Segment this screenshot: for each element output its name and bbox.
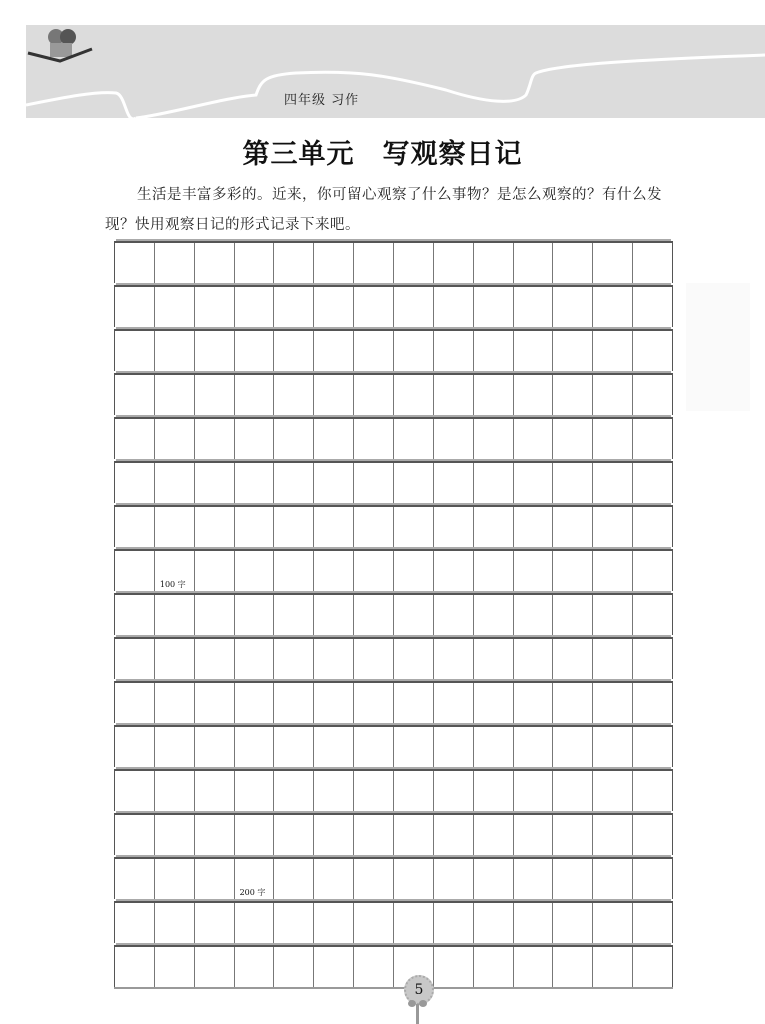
grid-cell[interactable] [394,331,434,371]
grid-cell[interactable] [314,507,354,547]
grid-cell[interactable] [394,903,434,943]
grid-cell[interactable] [155,947,195,987]
grid-cell[interactable] [394,595,434,635]
grid-cell[interactable] [514,463,554,503]
grid-cell[interactable] [314,463,354,503]
grid-cell[interactable] [314,683,354,723]
grid-cell[interactable] [314,331,354,371]
grid-cell[interactable] [514,331,554,371]
grid-cell[interactable] [155,331,195,371]
grid-cell[interactable] [553,243,593,283]
flower-leaf-icon [419,1000,427,1007]
grid-cell[interactable] [593,859,633,899]
grid-cell[interactable] [235,375,275,415]
grid-cell[interactable] [633,947,672,987]
grid-row [114,769,673,811]
grid-cell[interactable] [553,551,593,591]
grid-cell[interactable] [155,727,195,767]
grid-cell[interactable] [115,331,155,371]
grid-cell[interactable] [593,507,633,547]
grid-cell[interactable] [115,595,155,635]
grid-cell[interactable] [474,331,514,371]
grid-cell[interactable] [514,551,554,591]
grid-cell[interactable] [434,639,474,679]
grid-cell[interactable] [195,551,235,591]
grid-cell[interactable] [633,683,672,723]
grid-row [114,417,673,459]
grid-cell[interactable] [274,595,314,635]
side-shade [686,283,750,411]
grade-subject-label: 四年级 习作 [284,93,360,108]
grid-cell[interactable] [235,595,275,635]
grid-row [114,461,673,503]
grid-cell[interactable] [274,683,314,723]
grid-cell[interactable] [394,287,434,327]
intro-paragraph: 生活是丰富多彩的。近来，你可留心观察了什么事物？是怎么观察的？有什么发现？快用观察日记的形式记录下来吧。 [105,187,662,233]
grid-cell[interactable] [394,683,434,723]
grid-cell[interactable] [235,727,275,767]
grid-cell[interactable] [434,859,474,899]
grid-cell[interactable] [235,243,275,283]
grid-cell[interactable] [394,463,434,503]
grid-cell[interactable] [115,859,155,899]
grid-cell[interactable] [474,507,514,547]
grid-cell[interactable] [593,595,633,635]
grid-cell[interactable] [235,903,275,943]
word-count-mark: 100 字 [159,580,186,589]
grid-cell[interactable] [553,859,593,899]
grid-cell[interactable] [235,771,275,811]
grid-cell[interactable] [434,903,474,943]
grid-cell[interactable] [474,419,514,459]
grid-cell[interactable] [474,639,514,679]
grid-cell[interactable] [155,463,195,503]
word-count-mark: 200 字 [239,888,266,897]
grid-cell[interactable] [115,727,155,767]
grid-cell[interactable] [195,419,235,459]
grid-cell[interactable] [514,947,554,987]
grid-cell[interactable] [474,375,514,415]
grid-cell[interactable] [434,419,474,459]
grid-cell[interactable] [354,727,394,767]
grid-cell[interactable] [235,463,275,503]
grid-cell[interactable] [115,903,155,943]
grid-cell[interactable] [195,947,235,987]
grid-cell[interactable] [474,947,514,987]
grid-cell[interactable] [514,815,554,855]
grid-cell[interactable] [155,551,195,591]
grid-cell[interactable] [155,595,195,635]
page-title: 第三单元 写观察日记 [242,139,523,170]
grid-cell[interactable] [115,551,155,591]
wave-decoration-icon [26,25,765,118]
grid-row [114,637,673,679]
grid-cell[interactable] [514,507,554,547]
grid-row [114,901,673,943]
grid-cell[interactable] [474,683,514,723]
grid-cell[interactable] [633,639,672,679]
grid-cell[interactable] [155,507,195,547]
grid-row [114,285,673,327]
grid-cell[interactable] [474,727,514,767]
grid-cell[interactable] [314,815,354,855]
grid-cell[interactable] [274,859,314,899]
grid-cell[interactable] [514,859,554,899]
grid-cell[interactable] [195,639,235,679]
grid-cell[interactable] [474,771,514,811]
grid-cell[interactable] [434,463,474,503]
grid-cell[interactable] [394,771,434,811]
grid-cell[interactable] [434,771,474,811]
grid-cell[interactable] [553,683,593,723]
grid-cell[interactable] [514,287,554,327]
grid-cell[interactable] [394,243,434,283]
grid-cell[interactable] [354,551,394,591]
grid-cell[interactable] [633,419,672,459]
grid-cell[interactable] [274,551,314,591]
grid-cell[interactable] [593,463,633,503]
grid-cell[interactable] [394,551,434,591]
grid-cell[interactable] [354,375,394,415]
grid-cell[interactable] [235,947,275,987]
grid-row [114,813,673,855]
grid-row [114,241,673,283]
grid-row [114,549,673,591]
grid-cell[interactable] [274,771,314,811]
grid-cell[interactable] [195,595,235,635]
grid-cell[interactable] [394,375,434,415]
grid-cell[interactable] [593,947,633,987]
grid-cell[interactable] [354,243,394,283]
grid-cell[interactable] [155,639,195,679]
grid-row [114,505,673,547]
grid-row [114,373,673,415]
grid-cell[interactable] [235,639,275,679]
grid-cell[interactable] [593,727,633,767]
grid-cell[interactable] [274,947,314,987]
grid-cell[interactable] [593,771,633,811]
grid-cell[interactable] [474,595,514,635]
grid-cell[interactable] [553,639,593,679]
grid-cell[interactable] [474,287,514,327]
grid-row [114,329,673,371]
grid-cell[interactable] [593,375,633,415]
grid-cell[interactable] [235,331,275,371]
grid-cell[interactable] [235,683,275,723]
grid-cell[interactable] [514,243,554,283]
grid-cell[interactable] [553,375,593,415]
grid-cell[interactable] [553,947,593,987]
grid-cell[interactable] [314,771,354,811]
grid-cell[interactable] [593,815,633,855]
grid-cell[interactable] [354,331,394,371]
writing-grid[interactable] [114,241,673,989]
grid-cell[interactable] [115,243,155,283]
grid-cell[interactable] [155,375,195,415]
grid-cell[interactable] [115,815,155,855]
grid-cell[interactable] [434,815,474,855]
grid-cell[interactable] [314,903,354,943]
grid-cell[interactable] [553,507,593,547]
grid-cell[interactable] [434,727,474,767]
grid-cell[interactable] [474,815,514,855]
grid-cell[interactable] [593,551,633,591]
grid-cell[interactable] [274,287,314,327]
grid-cell[interactable] [354,683,394,723]
grid-cell[interactable] [474,903,514,943]
grid-cell[interactable] [354,507,394,547]
grid-cell[interactable] [274,331,314,371]
grid-cell[interactable] [593,903,633,943]
children-reading-book-icon [26,25,96,65]
grid-row [114,593,673,635]
grid-cell[interactable] [314,947,354,987]
grid-cell[interactable] [195,815,235,855]
grid-cell[interactable] [553,331,593,371]
grid-cell[interactable] [274,903,314,943]
grid-row [114,725,673,767]
grid-row [114,681,673,723]
grid-cell[interactable] [633,727,672,767]
grid-cell[interactable] [633,595,672,635]
grid-cell[interactable] [314,243,354,283]
grid-cell[interactable] [354,815,394,855]
grid-cell[interactable] [593,639,633,679]
grid-cell[interactable] [593,287,633,327]
grid-cell[interactable] [274,639,314,679]
grid-cell[interactable] [354,287,394,327]
grid-cell[interactable] [155,287,195,327]
grid-cell[interactable] [235,859,275,899]
grid-cell[interactable] [115,419,155,459]
grid-cell[interactable] [633,463,672,503]
grid-cell[interactable] [195,859,235,899]
grid-cell[interactable] [314,639,354,679]
grid-cell[interactable] [195,243,235,283]
grid-cell[interactable] [434,375,474,415]
grid-cell[interactable] [155,903,195,943]
grid-cell[interactable] [195,683,235,723]
grid-cell[interactable] [633,507,672,547]
grid-cell[interactable] [195,331,235,371]
grid-cell[interactable] [434,507,474,547]
grid-cell[interactable] [434,551,474,591]
grid-cell[interactable] [593,419,633,459]
grid-cell[interactable] [314,551,354,591]
grid-cell[interactable] [354,859,394,899]
grid-cell[interactable] [195,287,235,327]
grid-cell[interactable] [115,683,155,723]
grid-cell[interactable] [514,727,554,767]
grid-cell[interactable] [593,331,633,371]
grid-cell[interactable] [115,639,155,679]
grid-bottom-border [114,987,673,989]
grid-cell[interactable] [354,419,394,459]
grid-cell[interactable] [274,375,314,415]
grid-cell[interactable] [314,859,354,899]
grid-cell[interactable] [633,243,672,283]
grid-cell[interactable] [155,243,195,283]
grid-cell[interactable] [235,287,275,327]
grid-cell[interactable] [553,903,593,943]
grid-cell[interactable] [155,771,195,811]
grid-cell[interactable] [195,463,235,503]
grid-cell[interactable] [633,859,672,899]
grid-cell[interactable] [553,815,593,855]
grid-cell[interactable] [434,595,474,635]
grid-cell[interactable] [115,375,155,415]
grid-cell[interactable] [633,331,672,371]
grid-cell[interactable] [314,287,354,327]
grid-cell[interactable] [155,683,195,723]
grid-cell[interactable] [235,551,275,591]
grid-cell[interactable] [314,727,354,767]
flower-stem-icon [416,1004,419,1024]
grid-cell[interactable] [235,815,275,855]
grid-cell[interactable] [633,815,672,855]
grid-cell[interactable] [394,507,434,547]
grid-cell[interactable] [235,507,275,547]
flower-leaf-icon [408,1000,416,1007]
grid-cell[interactable] [274,243,314,283]
grid-cell[interactable] [474,859,514,899]
grid-cell[interactable] [514,771,554,811]
grid-cell[interactable] [553,287,593,327]
header-banner [26,25,765,118]
grid-cell[interactable] [553,463,593,503]
grid-row [114,857,673,899]
grid-cell[interactable] [514,419,554,459]
grid-cell[interactable] [474,463,514,503]
grid-cell[interactable] [314,595,354,635]
grid-cell[interactable] [314,419,354,459]
page-number: 5 [414,982,424,998]
grid-cell[interactable] [593,243,633,283]
grid-cell[interactable] [434,947,474,987]
grid-cell[interactable] [274,815,314,855]
grid-cell[interactable] [553,771,593,811]
grid-cell[interactable] [155,419,195,459]
grid-cell[interactable] [633,551,672,591]
grid-cell[interactable] [394,859,434,899]
grid-cell[interactable] [115,507,155,547]
grid-cell[interactable] [514,639,554,679]
grid-cell[interactable] [314,375,354,415]
grid-cell[interactable] [195,903,235,943]
grid-cell[interactable] [633,903,672,943]
grid-cell[interactable] [394,419,434,459]
grid-cell[interactable] [553,419,593,459]
grid-cell[interactable] [633,375,672,415]
grid-cell[interactable] [354,595,394,635]
grid-cell[interactable] [235,419,275,459]
grid-cell[interactable] [354,639,394,679]
grid-cell[interactable] [514,683,554,723]
grid-cell[interactable] [155,859,195,899]
grid-cell[interactable] [274,419,314,459]
grid-cell[interactable] [354,463,394,503]
grid-cell[interactable] [115,463,155,503]
grid-row [114,945,673,987]
grid-cell[interactable] [474,551,514,591]
grid-cell[interactable] [274,463,314,503]
grid-cell[interactable] [514,595,554,635]
grid-cell[interactable] [274,727,314,767]
grid-cell[interactable] [115,287,155,327]
grid-cell[interactable] [155,815,195,855]
grid-cell[interactable] [474,243,514,283]
grid-cell[interactable] [553,727,593,767]
grid-cell[interactable] [354,903,394,943]
grid-cell[interactable] [633,771,672,811]
grid-cell[interactable] [514,375,554,415]
grid-cell[interactable] [195,375,235,415]
grid-cell[interactable] [593,683,633,723]
grid-cell[interactable] [434,683,474,723]
grid-cell[interactable] [115,771,155,811]
grid-cell[interactable] [195,507,235,547]
grid-cell[interactable] [274,507,314,547]
grid-cell[interactable] [195,771,235,811]
grid-cell[interactable] [553,595,593,635]
grid-cell[interactable] [514,903,554,943]
grid-cell[interactable] [394,639,434,679]
grid-cell[interactable] [115,947,155,987]
grid-cell[interactable] [195,727,235,767]
grid-cell[interactable] [434,243,474,283]
grid-cell[interactable] [434,287,474,327]
grid-cell[interactable] [434,331,474,371]
grid-cell[interactable] [633,287,672,327]
grid-cell[interactable] [394,727,434,767]
grid-cell[interactable] [354,771,394,811]
grid-cell[interactable] [394,815,434,855]
grid-cell[interactable] [354,947,394,987]
